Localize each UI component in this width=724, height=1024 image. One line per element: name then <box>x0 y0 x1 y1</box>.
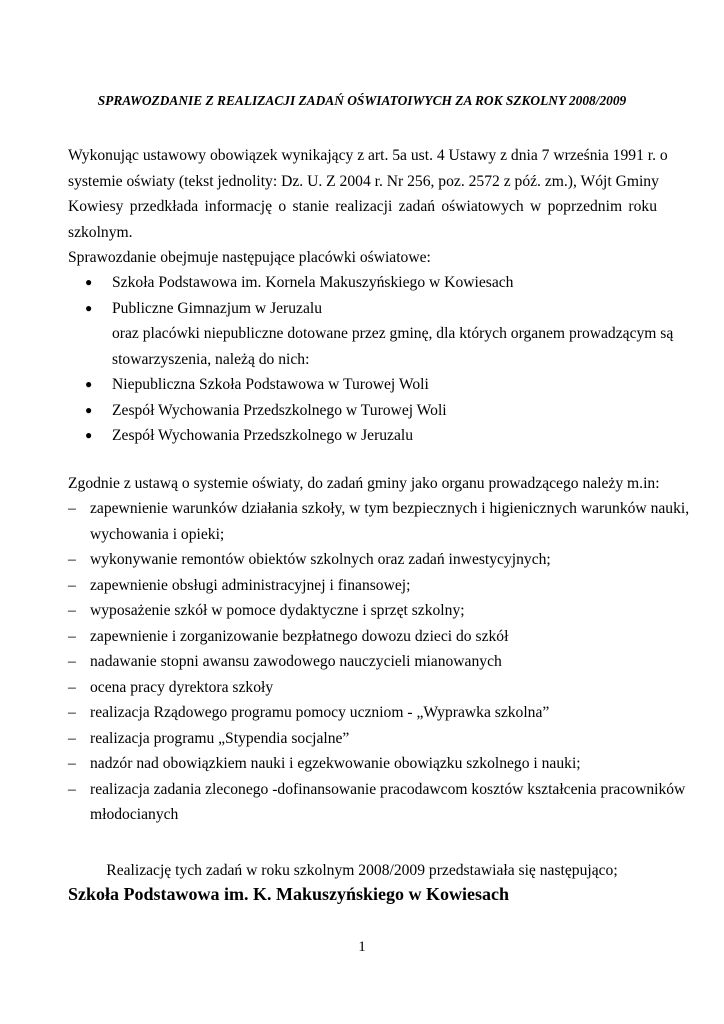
dash-icon: – <box>68 551 76 568</box>
dash-icon: – <box>68 627 76 645</box>
intro-line: szkolnym. <box>68 223 133 241</box>
bullet-icon: ● <box>85 275 93 289</box>
facilities-note <box>68 321 674 372</box>
task-line: realizacja Rządowego programu pomocy uczniom - „Wyprawka szkolna” <box>90 704 550 721</box>
page-number: 1 <box>358 939 366 955</box>
task-item <box>68 573 657 599</box>
facilities-label: Sprawozdanie obejmuje następujące placówki oświatowe: <box>68 249 431 266</box>
note-line: oraz placówki niepubliczne dotowane przez gminę, dla których organem prowadzącym są <box>112 325 674 342</box>
task-line: wyposażenie szkół w pomoce dydaktyczne i sprzęt szkolny; <box>90 602 465 619</box>
task-line: wykonywanie remontów obiektów szkolnych oraz zadań inwestycyjnych; <box>90 551 551 568</box>
facility-item <box>68 270 657 296</box>
bullet-icon: ● <box>85 402 93 417</box>
task-item <box>68 751 657 777</box>
facilities-list <box>68 270 674 449</box>
task-item <box>68 777 686 828</box>
task-line: młodocianych <box>90 806 179 823</box>
intro-line: systemie oświaty (tekst jednolity: Dz. U. Z 2004 r. Nr 256, poz. 2572 z póź. zm.), Wójt Gminy <box>68 172 659 190</box>
private-facility-label: Niepubliczna Szkoła Podstawowa w Turowej Woli <box>112 376 429 393</box>
task-line: zapewnienie warunków działania szkoły, w tym bezpiecznych i higienicznych warunków nauki, <box>90 500 690 517</box>
dash-icon: – <box>68 704 76 721</box>
private-facility-label: Zespół Wychowania Przedszkolnego w Jeruzalu <box>112 427 414 444</box>
tasks-list <box>68 496 690 828</box>
dash-icon: – <box>68 755 76 772</box>
task-item <box>68 496 690 547</box>
task-item <box>68 675 657 701</box>
task-item <box>68 547 657 573</box>
private-facility-item <box>68 423 657 449</box>
task-item <box>68 700 657 726</box>
intro-line: Kowiesy przedkłada informację o stanie realizacji zadań oświatowych w poprzednim roku <box>68 198 657 215</box>
task-line: nadawanie stopni awansu zawodowego nauczycieli mianowanych <box>90 653 502 670</box>
document-title: SPRAWOZDANIE Z REALIZACJI ZADAŃ OŚWIATOIWYCH ZA ROK SZKOLNY 2008/2009 <box>97 93 627 108</box>
dash-icon: – <box>68 576 76 594</box>
task-line: nadzór nad obowiązkiem nauki i egzekwowanie obowiązku szkolnego i nauki; <box>90 755 581 772</box>
realization-paragraph: Realizację tych zadań w roku szkolnym 2008/2009 przedstawiała się następująco; <box>106 862 618 879</box>
task-item <box>68 598 657 624</box>
private-facility-item <box>68 398 657 424</box>
task-item <box>68 726 657 752</box>
facility-item <box>68 296 657 322</box>
private-facility-item <box>68 372 657 398</box>
dash-icon: – <box>68 602 76 619</box>
intro-paragraph <box>68 143 668 245</box>
bullet-icon: ● <box>85 377 93 391</box>
task-line: wychowania i opieki; <box>90 525 225 543</box>
dash-icon: – <box>68 780 76 798</box>
bullet-icon: ● <box>85 300 93 315</box>
task-item <box>68 649 657 675</box>
task-line: realizacja zadania zleconego -dofinansowanie pracodawcom kosztów kształcenia pracowników <box>90 780 686 798</box>
task-line: realizacja programu „Stypendia socjalne” <box>90 729 350 747</box>
intro-line: Wykonując ustawowy obowiązek wynikający z art. 5a ust. 4 Ustawy z dnia 7 września 1991 r. o <box>68 147 668 164</box>
tasks-label: Zgodnie z ustawą o systemie oświaty, do zadań gminy jako organu prowadzącego należy m.in: <box>68 475 660 492</box>
facility-label: Publiczne Gimnazjum w Jeruzalu <box>112 299 323 317</box>
dash-icon: – <box>68 653 76 670</box>
school-heading: Szkoła Podstawowa im. K. Makuszyńskiego w Kowiesach <box>68 884 510 904</box>
bullet-icon: ● <box>85 428 93 442</box>
facility-label: Szkoła Podstawowa im. Kornela Makuszyńskiego w Kowiesach <box>112 274 514 291</box>
task-line: zapewnienie obsługi administracyjnej i finansowej; <box>90 576 411 594</box>
dash-icon: – <box>68 500 76 517</box>
task-line: zapewnienie i zorganizowanie bezpłatnego dowozu dzieci do szkół <box>90 627 509 645</box>
task-item <box>68 624 657 650</box>
note-line: stowarzyszenia, należą do nich: <box>112 350 310 368</box>
private-facility-label: Zespół Wychowania Przedszkolnego w Turowej Woli <box>112 401 447 419</box>
task-line: ocena pracy dyrektora szkoły <box>90 678 274 696</box>
dash-icon: – <box>68 678 76 696</box>
dash-icon: – <box>68 729 76 747</box>
